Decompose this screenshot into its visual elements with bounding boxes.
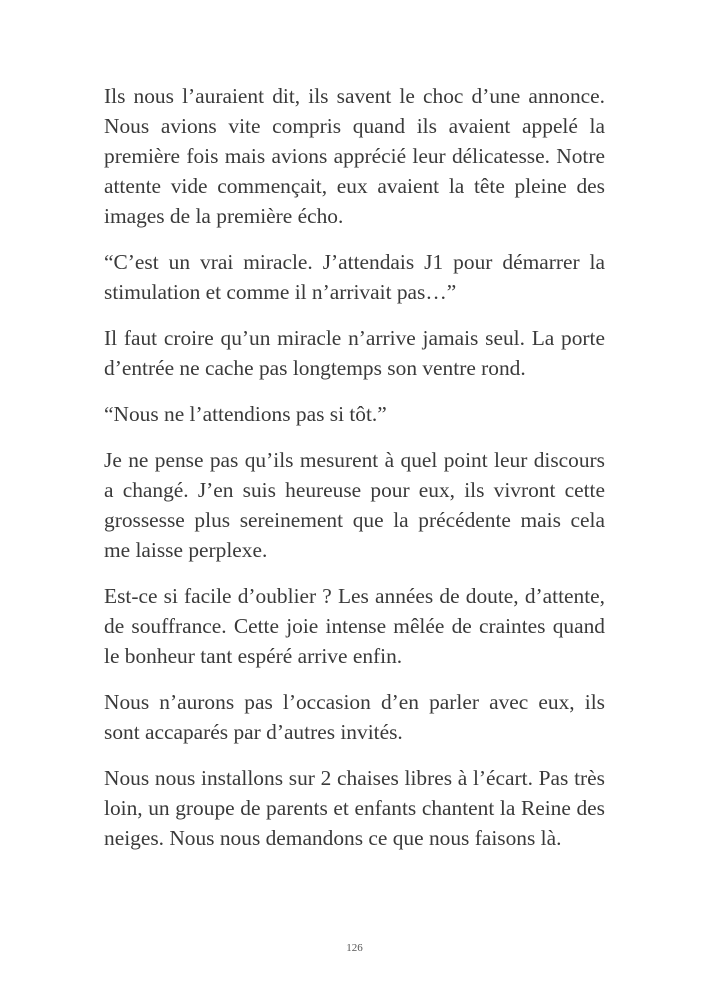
paragraph-6: Est-ce si facile d’oublier ? Les années de doute, d’attente, de souffrance. Cette joie intense mêlée de craintes quand le bonheur tant espéré arrive enfin. bbox=[104, 584, 605, 668]
page-number: 126 bbox=[346, 942, 363, 954]
page-body-text bbox=[104, 81, 605, 869]
paragraph-8: Nous nous installons sur 2 chaises libres à l’écart. Pas très loin, un groupe de parents et enfants chantent la Reine des neiges. Nous nous demandons ce que nous faisons là. bbox=[104, 766, 605, 850]
paragraph-2: “C’est un vrai miracle. J’attendais J1 pour démarrer la stimulation et comme il n’arrivait pas…” bbox=[104, 250, 605, 304]
paragraph-3: Il faut croire qu’un miracle n’arrive jamais seul. La porte d’entrée ne cache pas longtemps son ventre rond. bbox=[104, 326, 605, 380]
paragraph-5: Je ne pense pas qu’ils mesurent à quel point leur discours a changé. J’en suis heureuse pour eux, ils vivront cette grossesse plus sereinement que la précédente mais cela me laisse perplexe. bbox=[104, 448, 605, 562]
paragraph-4: “Nous ne l’attendions pas si tôt.” bbox=[104, 402, 387, 426]
paragraph-1: Ils nous l’auraient dit, ils savent le choc d’une annonce. Nous avions vite compris quand ils avaient appelé la première fois mais avions apprécié leur délicatesse. Notre attente vide commençait, eux avaient la tête pleine des images de la première écho. bbox=[104, 84, 605, 228]
paragraph-7: Nous n’aurons pas l’occasion d’en parler avec eux, ils sont accaparés par d’autres invités. bbox=[104, 690, 605, 744]
